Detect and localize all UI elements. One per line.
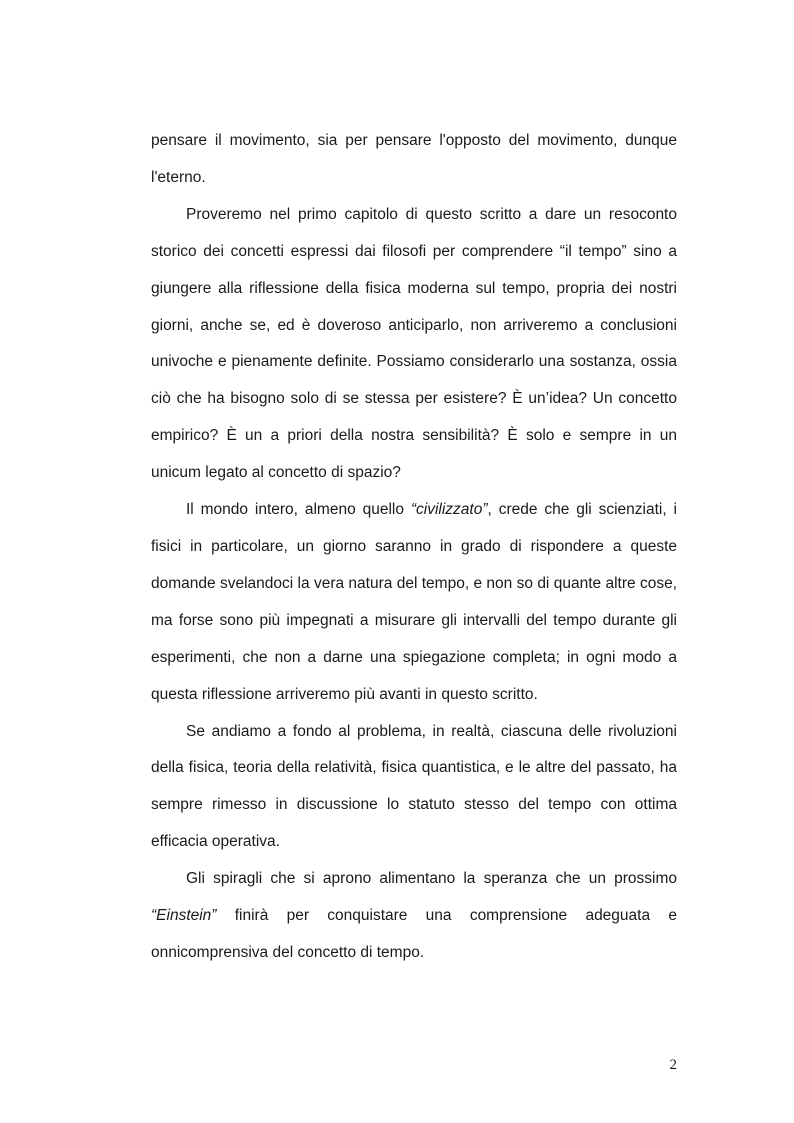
paragraph <box>151 714 677 862</box>
text-segment: , crede che gli scienziati, i fisici in particolare, un giorno saranno in grado di rispondere a queste domande svelandoci la vera natura del tempo, e non so di quante altre cose, ma forse sono più impegnati a misurare gli intervalli del tempo durante gli esperimenti, che non a darne una spiegazione completa; in ogni modo a questa riflessione arriveremo più avanti in questo scritto. <box>151 501 677 703</box>
text-segment: finirà per conquistare una comprensione adeguata e onnicomprensiva del concetto di tempo. <box>151 907 677 961</box>
text-segment: Proveremo nel primo capitolo di questo scritto a dare un resoconto storico dei concetti espressi dai filosofi per comprendere “il tempo” sino a giungere alla riflessione della fisica moderna sul tempo, propria dei nostri giorni, anche se, ed è doveroso anticiparlo, non arriveremo a conclusioni univoche e pienamente definite. Possiamo considerarlo una sostanza, ossia ciò che ha bisogno solo di se stessa per esistere? È un’idea? Un concetto empirico? È un a priori della nostra sensibilità? È solo e sempre in un unicum legato al concetto di spazio? <box>151 205 677 482</box>
paragraph <box>151 123 677 197</box>
paragraph <box>151 861 677 972</box>
text-segment: Se andiamo a fondo al problema, in realtà, ciascuna delle rivoluzioni della fisica, teoria della relatività, fisica quantistica, e le altre del passato, ha sempre rimesso in discussione lo statuto stesso del tempo con ottima efficacia operativa. <box>151 722 677 851</box>
italic-text-segment: “Einstein” <box>151 907 217 925</box>
text-segment: Il mondo intero, almeno quello <box>186 501 411 519</box>
paragraph <box>151 197 677 492</box>
paragraph <box>151 492 677 713</box>
body-text <box>151 123 677 972</box>
italic-text-segment: “civilizzato” <box>410 501 488 519</box>
text-segment: pensare il movimento, sia per pensare l'opposto del movimento, dunque l'eterno. <box>151 132 677 186</box>
text-segment: Gli spiragli che si aprono alimentano la speranza che un prossimo <box>186 870 677 888</box>
page-number: 2 <box>669 1057 677 1073</box>
